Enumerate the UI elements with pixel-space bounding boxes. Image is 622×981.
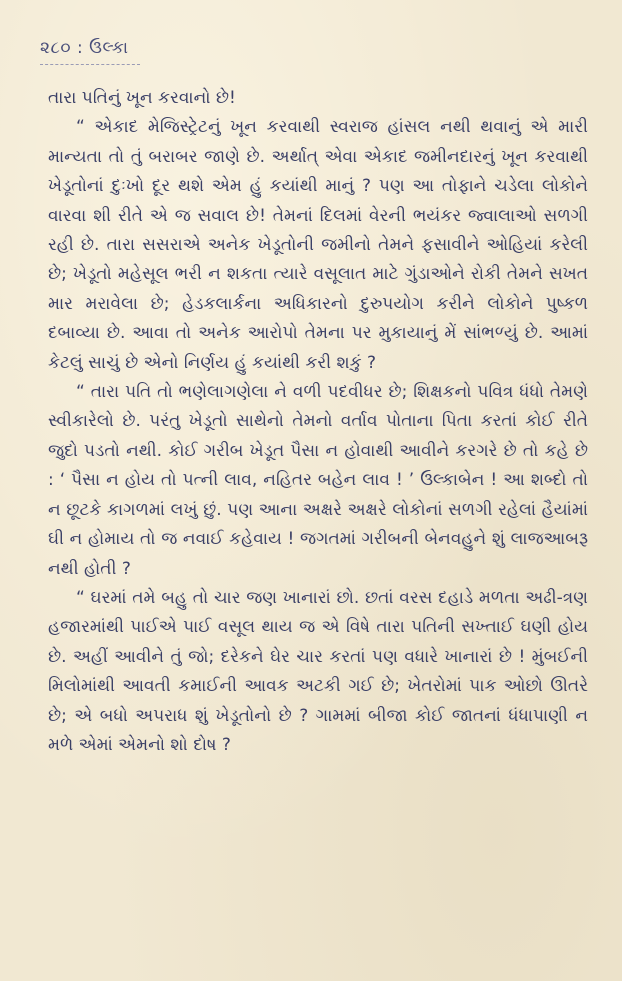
header-separator: : bbox=[76, 38, 84, 58]
book-title: ઉલ્કા bbox=[89, 38, 129, 58]
paragraph-4: “ ઘરમાં તમે બહુ તો ચાર જણ ખાનારાં છો. છતાં વરસ દહાડે મળતા અઢી-ત્રણ હજારમાંથી પાઈએ પાઈ વસૂલ થાય જ એ વિષે તારા પતિની સખ્તાઈ ઘણી હોય છે. અહીં આવીને તું જો; દરેકને ઘેર ચાર કરતાં પણ વધારે ખાનારાં છે ! મુંબઈની મિલોમાંથી આવતી કમાઈની આવક અટકી ગઈ છે; ખેતરોમાં પાક ઓછો ઊતરે છે; એ બધો અપરાધ શું ખેડૂતોનો છે ? ગામમાં બીજા કોઈ જાતનાં ધંધાપાણી ન મળે એમાં એમનો શો દોષ ? bbox=[48, 587, 588, 755]
header-rule bbox=[40, 64, 140, 65]
page-number: ૨૮૦ bbox=[40, 38, 72, 58]
paragraph-1: તારા પતિનું ખૂન કરવાનો છે! bbox=[48, 88, 236, 108]
body-text bbox=[48, 84, 588, 760]
paragraph-2: “ એકાદ મેજિસ્ટ્રેટનું ખૂન કરવાથી સ્વરાજ હાંસલ નથી થવાનું એ મારી માન્યતા તો તું બરાબર જાણે છે. અર્થાત્ એવા એકાદ જમીનદારનું ખૂન કરવાથી ખેડૂતોનાં દુઃખો દૂર થશે એમ હું કયાંથી માનું ? પણ આ તોફાને ચડેલા લોકોને વારવા શી રીતે એ જ સવાલ છે! તેમનાં દિલમાં વેરની ભયંકર જ્વાલાઓ સળગી રહી છે. તારા સસરાએ અનેક ખેડૂતોની જમીનો તેમને ફસાવીને ઓહિયાં કરેલી છે; ખેડૂતો મહેસૂલ ભરી ન શકતા ત્યારે વસૂલાત માટે ગુંડાઓને રોકી તેમને સખત માર મરાવેલા છે; હેડકલાર્કના અધિકારનો દુરુપયોગ કરીને લોકોને પુષ્કળ દબાવ્યા છે. આવા તો અનેક આરોપો તેમના પર મુકાયાનું મેં સાંભળ્યું છે. આમાં કેટલું સાચું છે એનો નિર્ણય હું કયાંથી કરી શકું ? bbox=[48, 117, 588, 373]
running-head bbox=[40, 38, 128, 58]
paragraph-3: “ તારા પતિ તો ભણેલાગણેલા ને વળી પદવીધર છે; શિક્ષકનો પવિત્ર ધંધો તેમણે સ્વીકારેલો છે. પરંતુ ખેડૂતો સાથેનો તેમનો વર્તાવ પોતાના પિતા કરતાં કોઈ રીતે જુદો પડતો નથી. કોઈ ગરીબ ખેડૂત પૈસા ન હોવાથી આવીને કરગરે છે તો કહે છે : ‘ પૈસા ન હોય તો પત્ની લાવ, નહિતર બહેન લાવ ! ’ ઉલ્કાબેન ! આ શબ્દો તો ન છૂટકે કાગળમાં લખું છું. પણ આના અક્ષરે અક્ષરે લોકોનાં સળગી રહેલાં હૈયાંમાં ઘી ન હોમાય તો જ નવાઈ કહેવાય ! જગતમાં ગરીબની બેનવહુને શું લાજઆબરૂ નથી હોતી ? bbox=[48, 382, 588, 579]
